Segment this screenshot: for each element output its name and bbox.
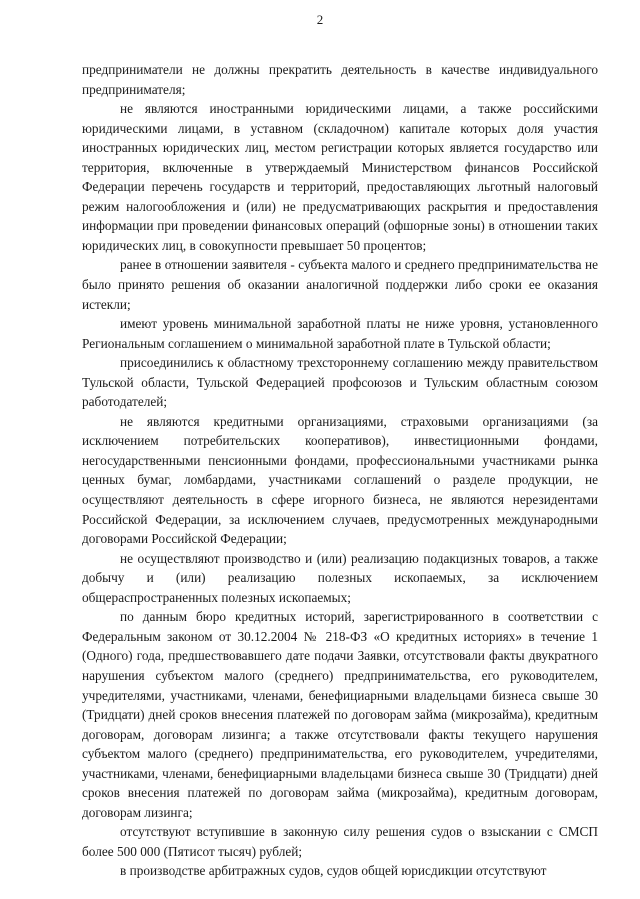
paragraph-court-proceedings: в производстве арбитражных судов, судов общей юрисдикции отсутствуют — [120, 863, 547, 879]
document-body — [82, 60, 598, 881]
paragraph-offshore-requirement: не являются иностранными юридическими лицами, а также российскими юридическими лицами, в уставном (складочном) капитале которых доля участия иностранных юридических лиц, местом регистрации которых является государство или территория, включенные в утверждаемый Министерством финансов Российской Федерации перечень государств и территорий, предоставляющих льготный налоговый режим налогообложения и (или) не предусматривающих раскрытия и предоставления информации при проведении финансовых операций (офшорные зоны) в отношении таких юридических лиц, в совокупности превышает 50 процентов; — [82, 101, 598, 253]
paragraph-minimum-wage: имеют уровень минимальной заработной платы не ниже уровня, установленного Региональным соглашением о минимальной заработной плате в Тульской области; — [82, 316, 598, 351]
paragraph-excise-goods: не осуществляют производство и (или) реализацию подакцизных товаров, а также добычу и (или) реализацию полезных ископаемых, за исключением общераспространенных полезных ископаемых; — [82, 550, 598, 605]
paragraph-credit-history: по данным бюро кредитных историй, зарегистрированного в соответствии с Федеральным законом от 30.12.2004 № 218-ФЗ «О кредитных историях» в течение 1 (Одного) года, предшествовавшего дате подачи Заявки, отсутствовали факты двукратного нарушения субъектом малого (среднего) предпринимательства, его руководителем, учредителями, участниками, членами, бенефициарными владельцами бизнеса свыше 30 (Тридцати) дней сроков внесения платежей по договорам займа (микрозайма), кредитным договорам, договорам лизинга; а также отсутствовали факты текущего нарушения субъектом малого (среднего) предпринимательства, его руководителем, учредителями, участниками, членами, бенефициарными владельцами бизнеса свыше 30 (Тридцати) дней сроков внесения платежей по договорам займа (микрозайма), кредитным договорам, договорам лизинга; — [82, 609, 598, 820]
paragraph-court-decisions: отсутствуют вступившие в законную силу решения судов о взыскании с СМСП более 500 000 (Пятисот тысяч) рублей; — [82, 824, 598, 859]
paragraph-tripartite-agreement: присоединились к областному трехстороннему соглашению между правительством Тульской области, Тульской Федерацией профсоюзов и Тульским областным союзом работодателей; — [82, 355, 598, 410]
paragraph-excluded-organizations: не являются кредитными организациями, страховыми организациями (за исключением потребительских кооперативов), инвестиционными фондами, негосударственными пенсионными фондами, профессиональными участниками рынка ценных бумаг, ломбардами, участниками соглашений о разделе продукции, не осуществляют деятельность в сфере игорного бизнеса, не являются нерезидентами Российской Федерации, за исключением случаев, предусмотренных международными договорами Российской Федерации; — [82, 413, 598, 547]
paragraph-prior-support: ранее в отношении заявителя - субъекта малого и среднего предпринимательства не было принято решения об оказании аналогичной поддержки либо сроки ее оказания истекли; — [82, 257, 598, 312]
paragraph-continuation: предприниматели не должны прекратить деятельность в качестве индивидуального предпринимателя; — [82, 62, 598, 97]
page-number: 2 — [316, 12, 324, 27]
